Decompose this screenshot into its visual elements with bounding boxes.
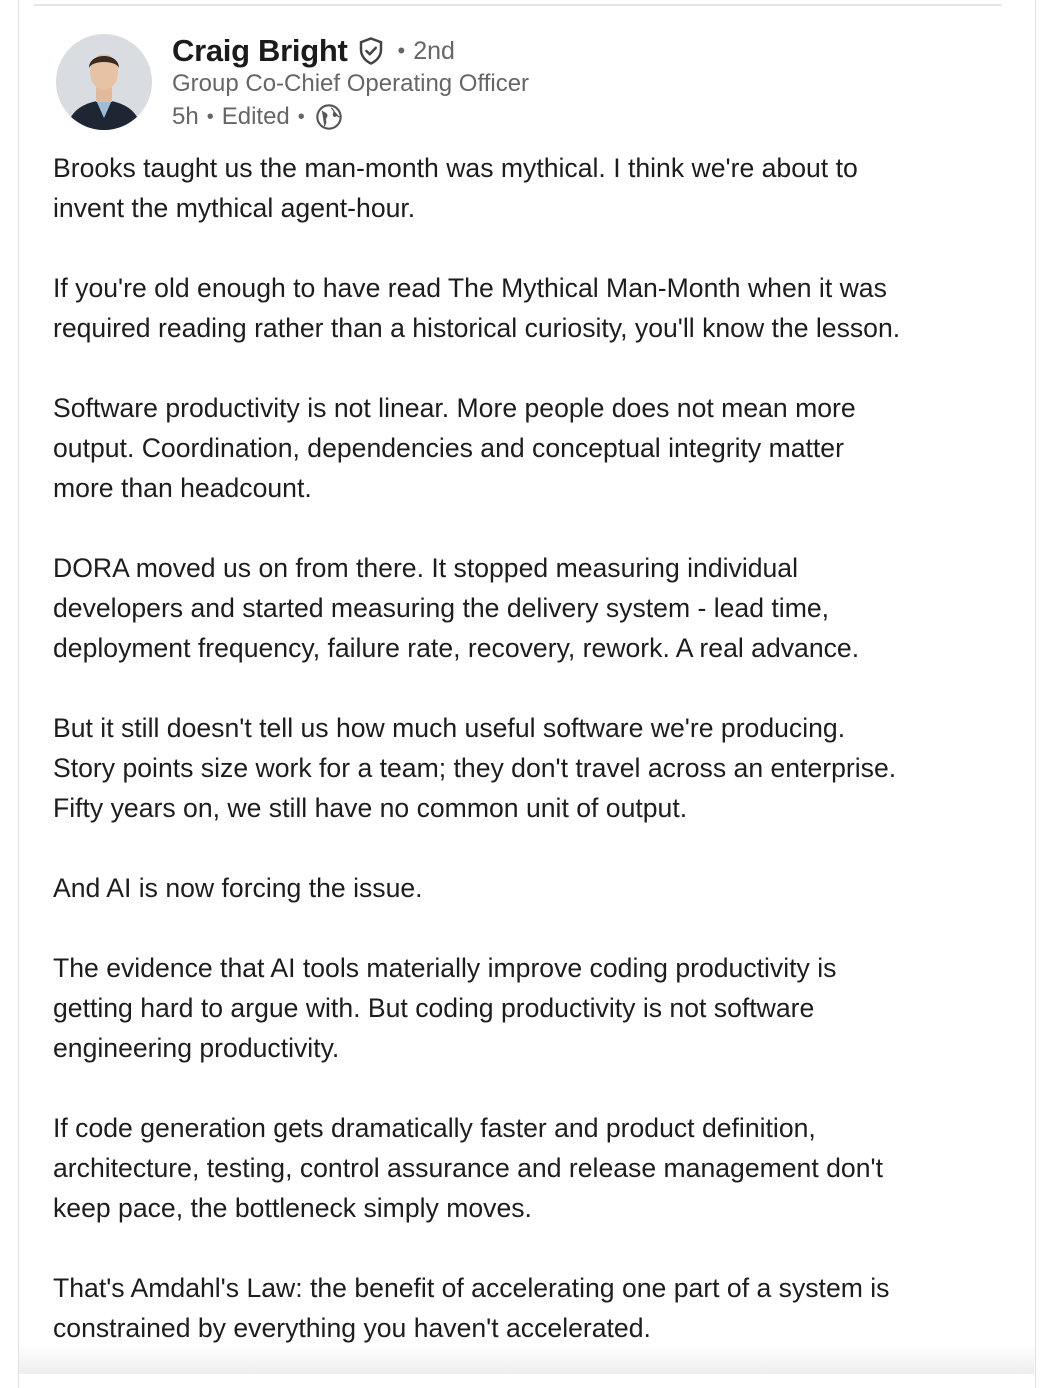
separator-dot: • bbox=[206, 105, 214, 128]
post-paragraph: That's Amdahl's Law: the benefit of accelerating one part of a system is constrained by everything you haven't accelerated. bbox=[53, 1273, 890, 1343]
post-paragraph: But it still doesn't tell us how much useful software we're producing. Story points size work for a team; they don't travel across an enterprise. Fifty years on, we still have no common unit of output. bbox=[53, 713, 897, 823]
separator-dot: • bbox=[297, 105, 305, 128]
verified-shield-icon bbox=[356, 36, 386, 66]
avatar[interactable] bbox=[56, 34, 152, 130]
post-time[interactable]: 5h bbox=[172, 103, 199, 130]
post-text bbox=[53, 148, 1003, 1388]
post-meta bbox=[172, 100, 343, 134]
post-paragraph: If code generation gets dramatically faster and product definition, architecture, testing, control assurance and release management don't keep pace, the bottleneck simply moves. bbox=[53, 1113, 883, 1223]
post-paragraph: DORA moved us on from there. It stopped measuring individual developers and started measuring the delivery system - lead time, deployment frequency, failure rate, recovery, rework. A real advance. bbox=[53, 553, 860, 663]
connection-degree: 2nd bbox=[413, 36, 455, 65]
author-row bbox=[172, 30, 455, 72]
post-paragraph: Brooks taught us the man-month was mythical. I think we're about to invent the mythical agent-hour. bbox=[53, 153, 858, 223]
globe-icon bbox=[315, 103, 343, 131]
post-paragraph: And AI is now forcing the issue. bbox=[53, 873, 423, 903]
author-name[interactable]: Craig Bright bbox=[172, 33, 348, 68]
divider bbox=[34, 4, 1002, 6]
post-paragraph: Software productivity is not linear. More people does not mean more output. Coordination, dependencies and conceptual integrity matter more than headcount. bbox=[53, 393, 856, 503]
post-paragraph: If you're old enough to have read The Mythical Man-Month when it was required reading rather than a historical curiosity, you'll know the lesson. bbox=[53, 273, 901, 343]
scroll-fade bbox=[19, 1344, 1034, 1374]
separator-dot: • bbox=[397, 38, 406, 63]
post-paragraph: The evidence that AI tools materially improve coding productivity is getting hard to argue with. But coding productivity is not software engineering productivity. bbox=[53, 953, 837, 1063]
author-headline: Group Co-Chief Operating Officer bbox=[172, 70, 530, 97]
edited-label: Edited bbox=[221, 103, 290, 130]
